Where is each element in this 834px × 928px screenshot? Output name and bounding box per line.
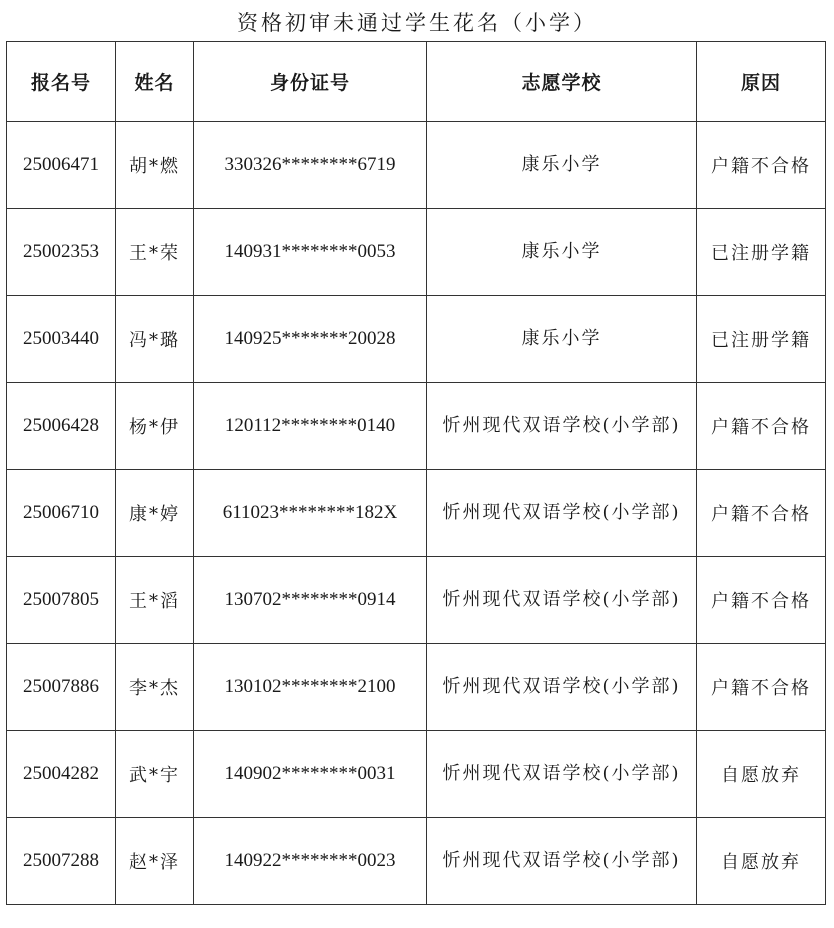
student-table bbox=[6, 41, 826, 905]
school-cell: 忻州现代双语学校(小学部) bbox=[427, 470, 697, 557]
school-cell: 忻州现代双语学校(小学部) bbox=[427, 644, 697, 731]
table-row bbox=[7, 557, 826, 644]
school-cell: 忻州现代双语学校(小学部) bbox=[427, 731, 697, 818]
reg-no-cell: 25006710 bbox=[7, 470, 116, 557]
id-no-cell: 130702********0914 bbox=[194, 557, 427, 644]
header-reg-no: 报名号 bbox=[7, 42, 116, 122]
name-cell: 杨*伊 bbox=[116, 383, 194, 470]
school-cell: 忻州现代双语学校(小学部) bbox=[427, 557, 697, 644]
school-cell: 康乐小学 bbox=[427, 209, 697, 296]
id-no-cell: 130102********2100 bbox=[194, 644, 427, 731]
table-row bbox=[7, 383, 826, 470]
id-no-cell: 140931********0053 bbox=[194, 209, 427, 296]
reason-cell: 户籍不合格 bbox=[697, 122, 826, 209]
reason-cell: 自愿放弃 bbox=[697, 818, 826, 905]
reg-no-cell: 25003440 bbox=[7, 296, 116, 383]
school-cell: 康乐小学 bbox=[427, 296, 697, 383]
name-cell: 康*婷 bbox=[116, 470, 194, 557]
name-cell: 李*杰 bbox=[116, 644, 194, 731]
reason-cell: 户籍不合格 bbox=[697, 557, 826, 644]
id-no-cell: 140902********0031 bbox=[194, 731, 427, 818]
id-no-cell: 140925*******20028 bbox=[194, 296, 427, 383]
id-no-cell: 330326********6719 bbox=[194, 122, 427, 209]
table-row bbox=[7, 470, 826, 557]
name-cell: 赵*泽 bbox=[116, 818, 194, 905]
table-row bbox=[7, 644, 826, 731]
header-id-no: 身份证号 bbox=[194, 42, 427, 122]
reason-cell: 已注册学籍 bbox=[697, 209, 826, 296]
reg-no-cell: 25006471 bbox=[7, 122, 116, 209]
header-name: 姓名 bbox=[116, 42, 194, 122]
reg-no-cell: 25007288 bbox=[7, 818, 116, 905]
school-cell: 忻州现代双语学校(小学部) bbox=[427, 818, 697, 905]
reg-no-cell: 25006428 bbox=[7, 383, 116, 470]
id-no-cell: 140922********0023 bbox=[194, 818, 427, 905]
reason-cell: 已注册学籍 bbox=[697, 296, 826, 383]
school-cell: 忻州现代双语学校(小学部) bbox=[427, 383, 697, 470]
reason-cell: 自愿放弃 bbox=[697, 731, 826, 818]
reg-no-cell: 25007805 bbox=[7, 557, 116, 644]
table-row bbox=[7, 731, 826, 818]
id-no-cell: 120112********0140 bbox=[194, 383, 427, 470]
reason-cell: 户籍不合格 bbox=[697, 644, 826, 731]
reason-cell: 户籍不合格 bbox=[697, 383, 826, 470]
table-row bbox=[7, 296, 826, 383]
reg-no-cell: 25004282 bbox=[7, 731, 116, 818]
name-cell: 王*荣 bbox=[116, 209, 194, 296]
header-reason: 原因 bbox=[697, 42, 826, 122]
name-cell: 冯*璐 bbox=[116, 296, 194, 383]
reg-no-cell: 25007886 bbox=[7, 644, 116, 731]
school-cell: 康乐小学 bbox=[427, 122, 697, 209]
page-title: 资格初审未通过学生花名（小学） bbox=[237, 11, 597, 35]
table-row bbox=[7, 209, 826, 296]
name-cell: 胡*燃 bbox=[116, 122, 194, 209]
header-school: 志愿学校 bbox=[427, 42, 697, 122]
id-no-cell: 611023********182X bbox=[194, 470, 427, 557]
table-row bbox=[7, 122, 826, 209]
table-row bbox=[7, 818, 826, 905]
name-cell: 王*滔 bbox=[116, 557, 194, 644]
reason-cell: 户籍不合格 bbox=[697, 470, 826, 557]
reg-no-cell: 25002353 bbox=[7, 209, 116, 296]
name-cell: 武*宇 bbox=[116, 731, 194, 818]
table-header-row bbox=[7, 42, 826, 122]
